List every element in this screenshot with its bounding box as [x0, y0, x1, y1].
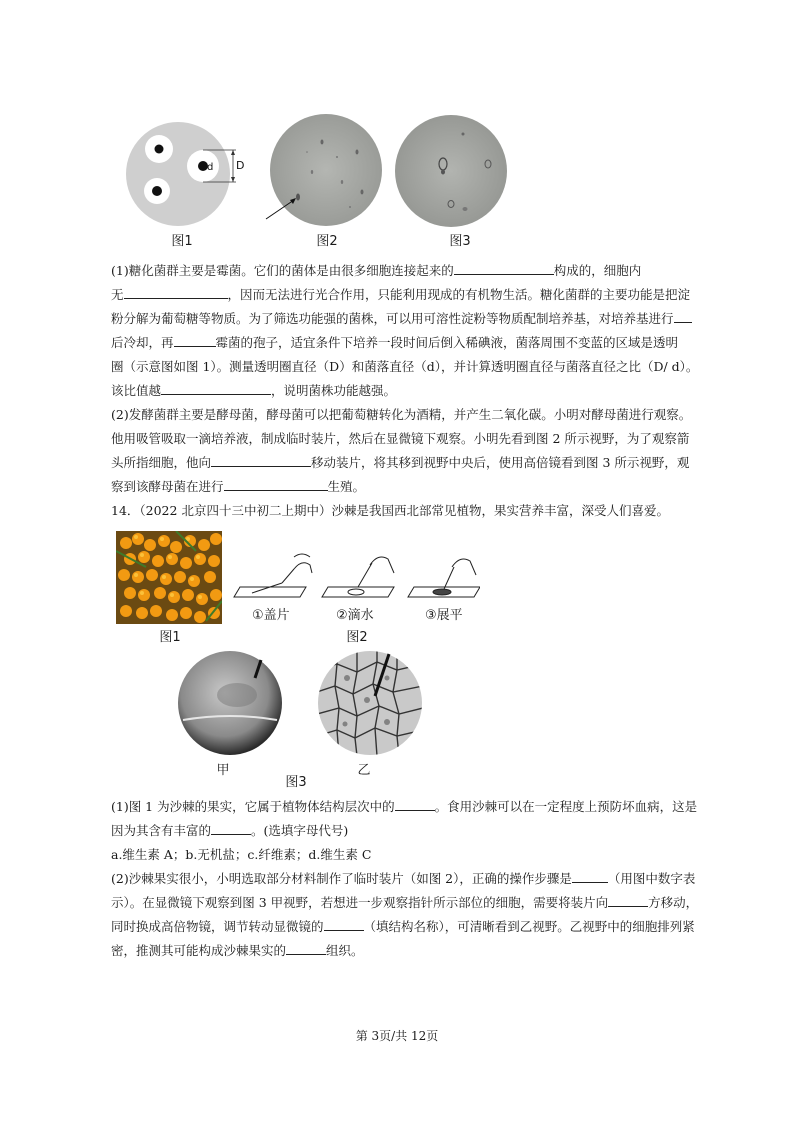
q14-part2: (2)沙棘果实很小，小明选取部分材料制作了临时装片（如图 2），正确的操作步骤是 （用图中数字表 示）。在显微镜下观察到图 3 甲视野，若想进一步观察指针所示部位的细胞，需要将装片向 方移动， 同时换成高倍物镜，调节转动显微镜的 （填结构名称），可清晰看到乙视野。乙视野中的细胞排列紧 密，推测其可能构成沙棘果实的 组织。: [111, 867, 686, 963]
yi-label: 乙: [357, 763, 371, 778]
jia-label: 甲: [216, 763, 230, 778]
microscope-field-yi: [317, 650, 423, 756]
slide-preparation-steps: [232, 549, 480, 601]
q14-fig1-caption: 图1: [159, 630, 181, 645]
step1-label: ①盖片: [252, 608, 290, 623]
petri-dish-diagram: [123, 118, 248, 230]
q13-fig3-caption: 图3: [449, 234, 471, 249]
q14-stem: 14．（2022 北京四十三中初二上期中）沙棘是我国西北部常见植物，果实营养丰富，深受人们喜爱。: [111, 503, 669, 518]
q14-fig3-caption: 图3: [285, 775, 307, 790]
microscope-field-jia: [177, 650, 283, 756]
q14-part1: (1)图 1 为沙棘的果实，它属于植物体结构层次中的 。食用沙棘可以在一定程度上预防坏血病，这是 因为其含有丰富的 。(选填字母代号) a.维生素 A；b.无机盐；c.纤维素；d.维生素 C: [111, 795, 686, 867]
q13-part2: (2)发酵菌群主要是酵母菌，酵母菌可以把葡萄糖转化为酒精，并产生二氧化碳。小明对酵母菌进行观察。 他用吸管吸取一滴培养液，制成临时装片，然后在显微镜下观察。小明先看到图 2 所示视野，为了观察箭 头所指细胞，他向 移动装片，将其移到视野中央后，使用高倍镜看到图 3 所示视野，观 察到该酵母菌在进行 生殖。: [111, 407, 692, 494]
q13-fig1-caption: 图1: [171, 234, 193, 249]
q13-fig2-caption: 图2: [316, 234, 338, 249]
step3-label: ③展平: [425, 608, 463, 623]
page-footer: 第 3页/共 12页: [355, 1029, 439, 1043]
step2-label: ②滴水: [336, 608, 374, 623]
sea-buckthorn-photo: [116, 531, 222, 624]
q14-fig2-caption: 图2: [346, 630, 368, 645]
fig1-D-label: D: [236, 159, 245, 172]
microscope-field-fig3: [393, 114, 509, 228]
microscope-field-fig2: [262, 112, 386, 230]
q13-part1: (1)糖化菌群主要是霉菌。它们的菌体是由很多细胞连接起来的 构成的，细胞内 无 ，因而无法进行光合作用，只能利用现成的有机物生活。糖化菌群的主要功能是把淀 粉分解为葡萄糖等物质。为了筛选功能强的菌株，可以用可溶性淀粉等物质配制培养基，对培养基进行 后冷却，再 霉菌的孢子，适宜条件下培养一段时间后倒入稀碘液，菌落周围不变蓝的区域是透明 圈（示意图如图 1）。测量透明圈直径（D）和菌落直径（d），并计算透明圈直径与菌落直径之比（D/ d）。 该比值越 ，说明菌株功能越强。: [111, 259, 686, 403]
fig1-d-label: d: [207, 162, 214, 173]
